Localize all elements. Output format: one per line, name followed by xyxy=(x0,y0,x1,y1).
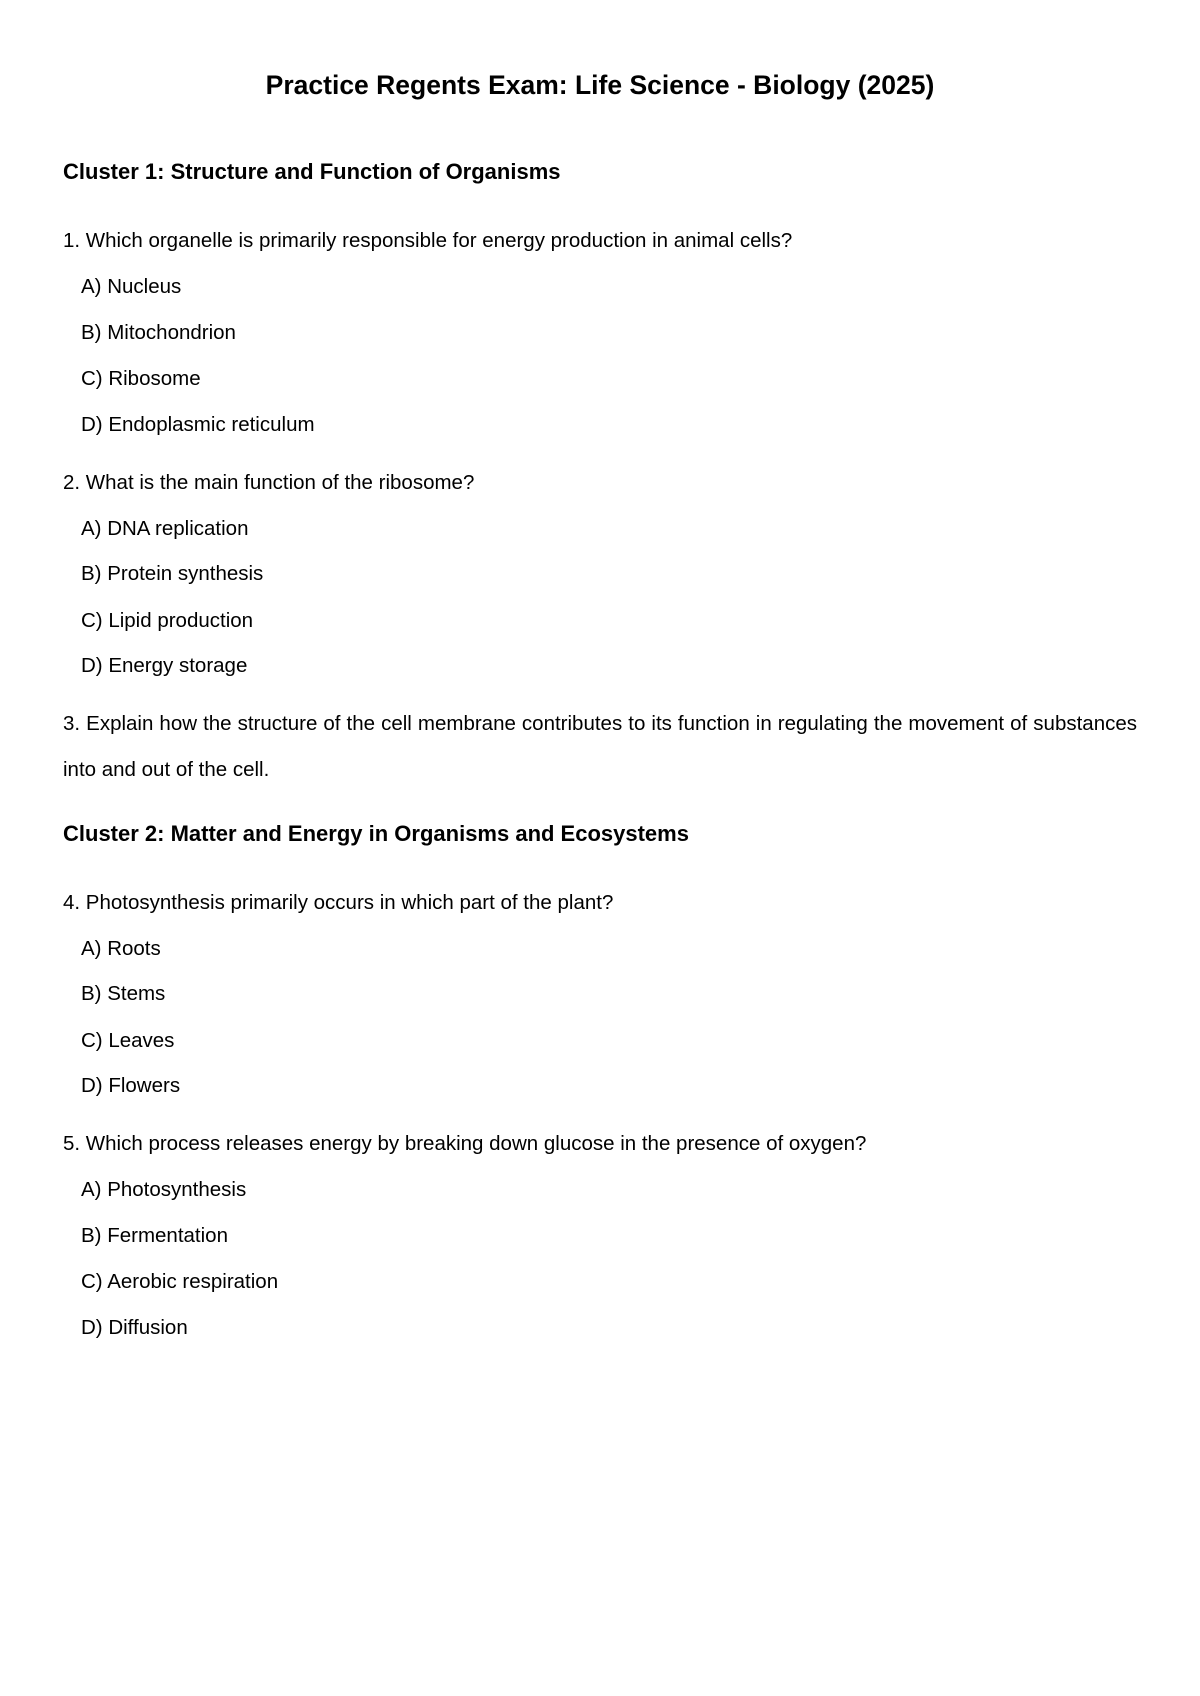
document-title: Practice Regents Exam: Life Science - Biology (2025) xyxy=(265,70,935,100)
question-4-text: 4. Photosynthesis primarily occurs in which part of the plant? xyxy=(63,891,614,914)
cluster-1-heading: Cluster 1: Structure and Function of Organisms xyxy=(63,159,561,184)
question-2-text: 2. What is the main function of the ribosome? xyxy=(63,471,475,494)
question-1-option-a: A) Nucleus xyxy=(81,275,182,298)
question-4-option-c: C) Leaves xyxy=(81,1029,175,1052)
question-2-option-b: B) Protein synthesis xyxy=(81,562,264,585)
question-1-text: 1. Which organelle is primarily responsible for energy production in animal cells? xyxy=(63,229,793,252)
question-3-text: 3. Explain how the structure of the cell membrane contributes to its function in regulating the movement of substances into and out of the cell. xyxy=(63,712,1137,781)
question-2-option-c: C) Lipid production xyxy=(81,609,254,632)
question-4-option-a: A) Roots xyxy=(81,937,161,960)
question-5-text: 5. Which process releases energy by breaking down glucose in the presence of oxygen? xyxy=(63,1132,867,1155)
cluster-2-heading: Cluster 2: Matter and Energy in Organisms and Ecosystems xyxy=(63,821,689,846)
question-1-option-d: D) Endoplasmic reticulum xyxy=(81,413,315,436)
question-1-option-c: C) Ribosome xyxy=(81,367,201,390)
question-5-option-c: C) Aerobic respiration xyxy=(81,1270,279,1293)
question-2-option-d: D) Energy storage xyxy=(81,654,248,677)
question-5-option-b: B) Fermentation xyxy=(81,1224,228,1247)
question-1-option-b: B) Mitochondrion xyxy=(81,321,236,344)
question-2-option-a: A) DNA replication xyxy=(81,517,249,540)
question-5-option-a: A) Photosynthesis xyxy=(81,1178,247,1201)
question-4-option-d: D) Flowers xyxy=(81,1074,181,1097)
question-4-option-b: B) Stems xyxy=(81,982,166,1005)
question-5-option-d: D) Diffusion xyxy=(81,1316,188,1339)
